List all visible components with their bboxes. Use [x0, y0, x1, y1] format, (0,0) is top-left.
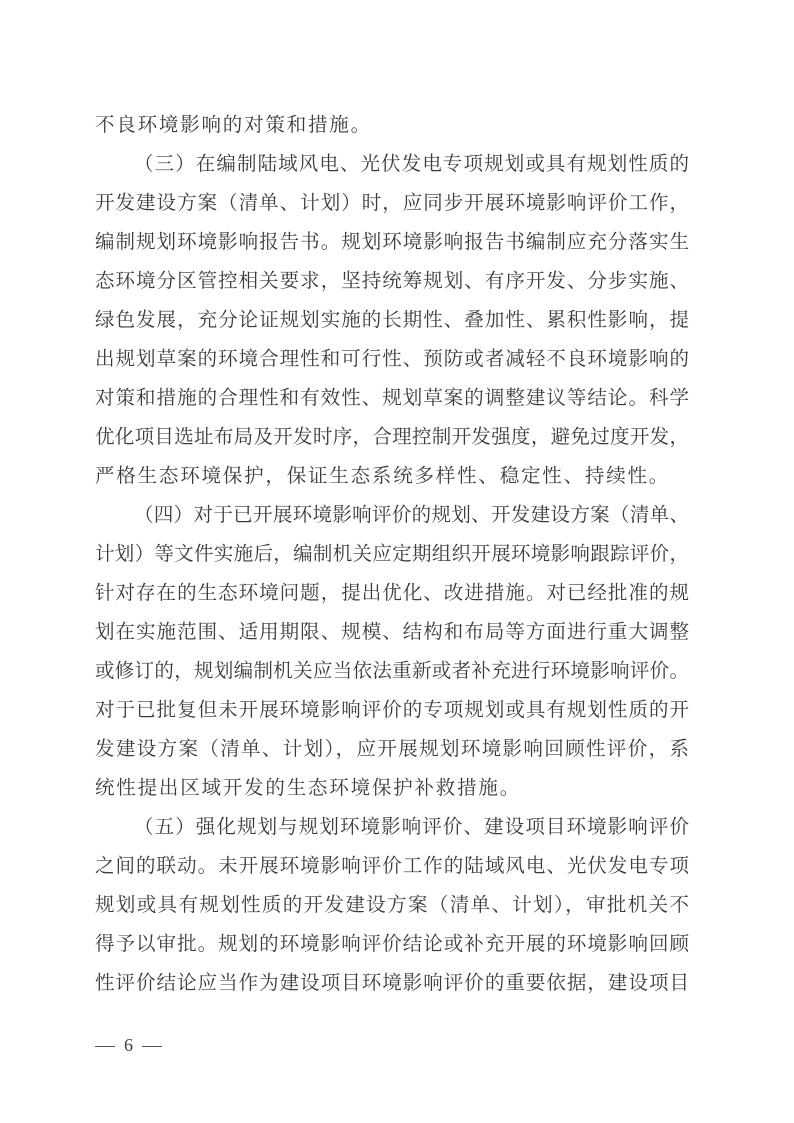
text-line: 对策和措施的合理性和有效性、规划草案的调整建议等结论。科学 — [95, 388, 689, 409]
text-line: （五）强化规划与规划环境影响评价、建设项目环境影响评价 — [134, 817, 689, 838]
text-line: 计划）等文件实施后，编制机关应定期组织开展环境影响跟踪评价， — [95, 544, 689, 565]
text-line: 优化项目选址布局及开发时序，合理控制开发强度，避免过度开发， — [95, 427, 689, 448]
text-line: 编制规划环境影响报告书。规划环境影响报告书编制应充分落实生 — [95, 232, 689, 253]
page-number: 6 — [124, 1035, 133, 1055]
text-line: 性评价结论应当作为建设项目环境影响评价的重要依据，建设项目 — [95, 973, 689, 994]
text-line: （四）对于已开展环境影响评价的规划、开发建设方案（清单、 — [134, 505, 689, 526]
text-line: 或修订的，规划编制机关应当依法重新或者补充进行环境影响评价。 — [95, 661, 689, 682]
text-line: 对于已批复但未开展环境影响评价的专项规划或具有规划性质的开 — [95, 700, 689, 721]
text-line: 规划或具有规划性质的开发建设方案（清单、计划），审批机关不 — [95, 895, 689, 916]
text-line: 针对存在的生态环境问题，提出优化、改进措施。对已经批准的规 — [95, 583, 689, 604]
text-line: 不良环境影响的对策和措施。 — [95, 115, 372, 136]
text-line: 划在实施范围、适用期限、规模、结构和布局等方面进行重大调整 — [95, 622, 689, 643]
text-line: 发建设方案（清单、计划），应开展规划环境影响回顾性评价，系 — [95, 739, 689, 760]
text-line: 绿色发展，充分论证规划实施的长期性、叠加性、累积性影响，提 — [95, 310, 689, 331]
text-line: （三）在编制陆域风电、光伏发电专项规划或具有规划性质的 — [134, 154, 689, 175]
text-line: 之间的联动。未开展环境影响评价工作的陆域风电、光伏发电专项 — [95, 856, 689, 877]
document-body-text — [95, 106, 689, 1003]
text-line: 严格生态环境保护，保证生态系统多样性、稳定性、持续性。 — [95, 466, 671, 487]
text-line: 统性提出区域开发的生态环境保护补救措施。 — [95, 778, 522, 799]
text-line: 开发建设方案（清单、计划）时，应同步开展环境影响评价工作， — [95, 193, 689, 214]
footer-dash-left: — — [95, 1035, 115, 1055]
text-line: 态环境分区管控相关要求，坚持统筹规划、有序开发、分步实施、 — [95, 271, 689, 292]
footer-dash-right: — — [142, 1035, 162, 1055]
page-footer — [96, 1033, 161, 1057]
text-line: 得予以审批。规划的环境影响评价结论或补充开展的环境影响回顾 — [95, 934, 689, 955]
text-line: 出规划草案的环境合理性和可行性、预防或者减轻不良环境影响的 — [95, 349, 689, 370]
